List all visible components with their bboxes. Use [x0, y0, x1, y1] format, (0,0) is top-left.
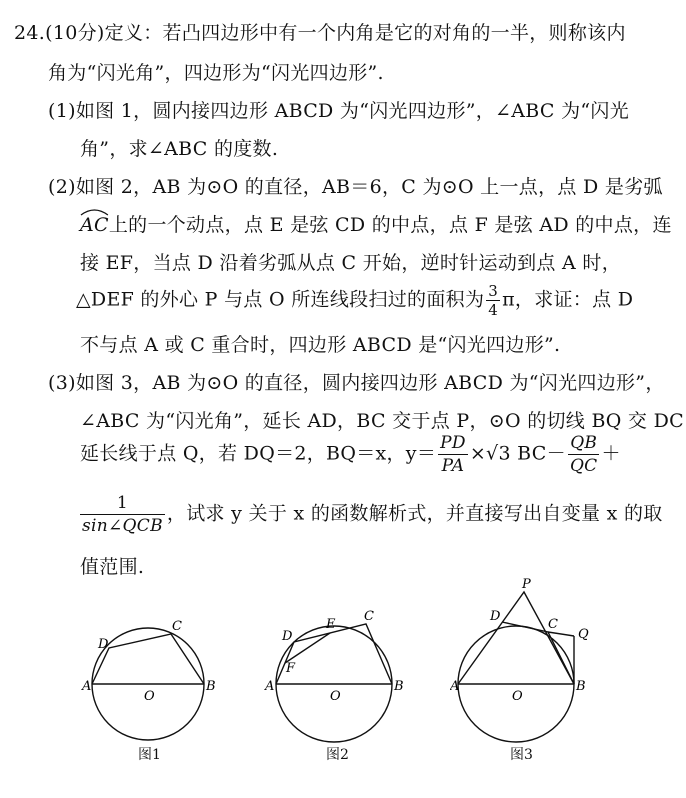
fig1-label-d: D	[98, 637, 109, 652]
figure-3-caption: 图3	[510, 747, 533, 763]
fraction-three-quarters: $\frac{3}{4}$	[488, 282, 499, 319]
problem-number: 24.	[14, 22, 46, 44]
part3-line-3-post: ＋	[601, 442, 621, 465]
fig3-label-b: B	[576, 679, 586, 694]
part2-line-4-pre: △DEF 的外心 P 与点 O 所连线段扫过的面积为	[76, 288, 485, 311]
part3-line-5: 值范围.	[80, 556, 145, 578]
fig1-label-b: B	[206, 679, 216, 694]
part2-line-4-post: π，求证：点 D	[502, 288, 634, 311]
fig2-label-e: E	[326, 617, 336, 632]
fig3-label-o: O	[512, 689, 523, 704]
part2-line-1: (2)如图 2，AB 为⊙O 的直径，AB＝6，C 为⊙O 上一点，点 D 是劣弧	[48, 176, 663, 198]
fraction-one-over-sin: $\frac{1}{\text{sin∠QCB}}$	[82, 493, 163, 536]
part1-line-1: (1)如图 1，圆内接四边形 ABCD 为“闪光四边形”，∠ABC 为“闪光	[48, 100, 630, 122]
part3-line-4	[78, 492, 663, 537]
fraction-pd-pa: $\frac{PD}{PA}$	[440, 433, 466, 476]
part2-line-3: 接 EF，当点 D 沿着劣弧从点 C 开始，逆时针运动到点 A 时，	[80, 252, 622, 274]
fig1-label-c: C	[172, 619, 182, 634]
part3-line-3-pre: 延长线于点 Q，若 DQ＝2，BQ＝x，y＝	[80, 442, 437, 465]
fig2-label-c: C	[364, 609, 374, 624]
part3-line-3	[80, 432, 621, 477]
problem-header	[14, 18, 626, 45]
definition-line-2: 角为“闪光角”，四边形为“闪光四边形”.	[48, 62, 384, 84]
part2-line-2-text: 上的一个动点，点 E 是弦 CD 的中点，点 F 是弦 AD 的中点，连	[108, 214, 672, 236]
fig3-label-p: P	[522, 577, 531, 592]
figure-2	[262, 606, 412, 756]
part1-line-2: 角”，求∠ABC 的度数.	[80, 138, 279, 160]
fig2-label-a: A	[265, 679, 275, 694]
fig3-label-c: C	[548, 617, 558, 632]
fig2-label-b: B	[394, 679, 404, 694]
fig3-label-a: A	[450, 679, 460, 694]
part2-line-2	[80, 210, 672, 237]
fig2-label-o: O	[330, 689, 341, 704]
figure-1	[80, 610, 230, 760]
arc-ac: AC	[80, 214, 109, 236]
fraction-qb-qc: $\frac{QB}{QC}$	[569, 433, 598, 476]
definition-line-1: 定义：若凸四边形中有一个内角是它的对角的一半，则称该内	[104, 22, 626, 44]
fig2-label-d: D	[282, 629, 293, 644]
fig3-label-d: D	[490, 609, 501, 624]
problem-points: (10分)	[45, 22, 105, 44]
part3-line-2: ∠ABC 为“闪光角”，延长 AD，BC 交于点 P，⊙O 的切线 BQ 交 DC	[80, 410, 684, 432]
figure-2-caption: 图2	[326, 747, 349, 763]
figure-1-caption: 图1	[138, 747, 161, 763]
part2-line-4	[76, 282, 633, 319]
figure-3	[450, 576, 610, 746]
part2-line-5: 不与点 A 或 C 重合时，四边形 ABCD 是“闪光四边形”.	[80, 334, 561, 356]
fig2-label-f: F	[286, 661, 296, 676]
part3-line-1: (3)如图 3，AB 为⊙O 的直径，圆内接四边形 ABCD 为“闪光四边形”，	[48, 372, 665, 394]
fig1-label-a: A	[82, 679, 92, 694]
part3-line-4-post: ，试求 y 关于 x 的函数解析式，并直接写出自变量 x 的取	[166, 502, 663, 525]
part3-line-3-mid: ×√3 BC－	[469, 442, 566, 465]
fig3-label-q: Q	[578, 627, 589, 642]
fig1-label-o: O	[144, 689, 155, 704]
